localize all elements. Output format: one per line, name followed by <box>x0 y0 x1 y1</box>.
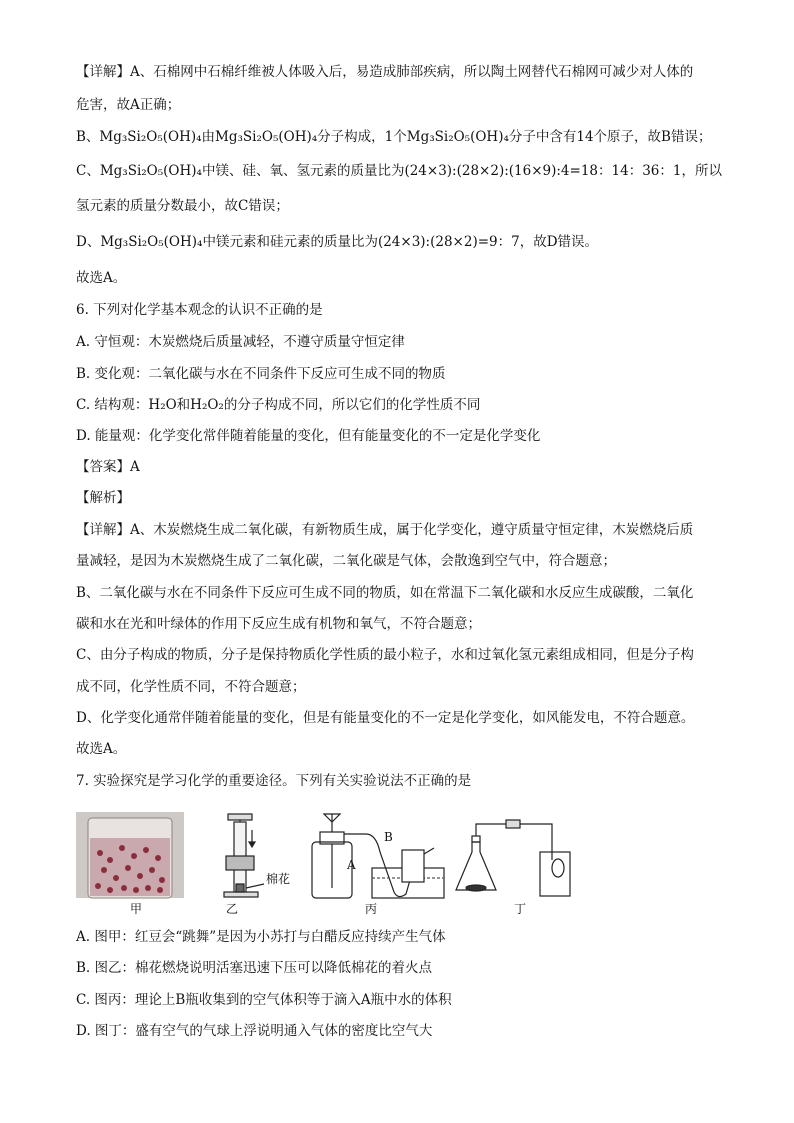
caption-ding: 丁 <box>514 902 527 916</box>
text-line: 【详解】A、木炭燃烧生成二氧化碳，有新物质生成，属于化学变化，遵守质量守恒定律，木炭燃烧后质 <box>76 522 694 538</box>
question-6-option-a: A. 守恒观：木炭燃烧后质量减轻，不遵守质量守恒定律 <box>76 334 405 350</box>
question-6-stem: 6. 下列对化学基本观念的认识不正确的是 <box>76 302 323 318</box>
question-6-option-c: C. 结构观：H₂O和H₂O₂的分子构成不同，所以它们的化学性质不同 <box>76 397 481 413</box>
text-line: 【详解】A、石棉网中石棉纤维被人体吸入后，易造成肺部疾病，所以陶土网替代石棉网可减少对人体的 <box>76 64 694 80</box>
figure-yi-cylinder <box>224 814 264 897</box>
text-line: D、Mg₃Si₂O₅(OH)₄中镁元素和硅元素的质量比为(24×3):(28×2)=9：7，故D错误。 <box>76 234 599 250</box>
question-7-stem: 7. 实验探究是学习化学的重要途径。下列有关实验说法不正确的是 <box>76 773 472 789</box>
label-a: A <box>347 858 356 872</box>
caption-bing: 丙 <box>365 902 378 916</box>
label-mianhua: 棉花 <box>266 872 291 886</box>
answer-label: 【答案】A <box>76 459 140 475</box>
label-b: B <box>384 830 393 844</box>
text-line: 成不同，化学性质不同，不符合题意； <box>76 679 306 695</box>
figure-bing-apparatus <box>312 814 444 898</box>
text-line: B、二氧化碳与水在不同条件下反应可生成不同的物质，如在常温下二氧化碳和水反应生成碳酸，二氧化 <box>76 585 694 601</box>
text-line: 故选A。 <box>76 270 127 286</box>
analysis-label: 【解析】 <box>76 490 130 506</box>
figure-jia-beaker-photo <box>76 812 184 898</box>
text-line: C、由分子构成的物质，分子是保持物质化学性质的最小粒子，水和过氧化氢元素组成相同，但是分子构 <box>76 647 694 663</box>
text-line: D、化学变化通常伴随着能量的变化，但是有能量变化的不一定是化学变化，如风能发电，不符合题意。 <box>76 710 695 726</box>
text-line: 危害，故A正确； <box>76 97 181 113</box>
question-7-option-a: A. 图甲：红豆会“跳舞”是因为小苏打与白醋反应持续产生气体 <box>76 929 446 945</box>
text-line: B、Mg₃Si₂O₅(OH)₄由Mg₃Si₂O₅(OH)₄分子构成，1个Mg₃Si₂O₅(OH)₄分子中含有14个原子，故B错误； <box>76 129 712 145</box>
text-line: 氢元素的质量分数最小，故C错误； <box>76 198 289 214</box>
question-7-option-c: C. 图丙：理论上B瓶收集到的空气体积等于滴入A瓶中水的体积 <box>76 992 452 1008</box>
figure-ding-apparatus <box>456 820 570 896</box>
text-line: 量减轻，是因为木炭燃烧生成了二氧化碳，二氧化碳是气体，会散逸到空气中，符合题意； <box>76 553 616 569</box>
text-line: C、Mg₃Si₂O₅(OH)₄中镁、硅、氧、氢元素的质量比为(24×3):(28×2):(16×9):4=18：14：36：1，所以 <box>76 163 722 179</box>
question-6-option-b: B. 变化观：二氧化碳与水在不同条件下反应可生成不同的物质 <box>76 366 446 382</box>
caption-yi: 乙 <box>226 902 239 916</box>
caption-jia: 甲 <box>130 902 143 916</box>
text-line: 碳和水在光和叶绿体的作用下反应生成有机物和氧气，不符合题意； <box>76 616 481 632</box>
question-7-option-b: B. 图乙：棉花燃烧说明活塞迅速下压可以降低棉花的着火点 <box>76 960 433 976</box>
question-6-option-d: D. 能量观：化学变化常伴随着能量的变化，但有能量变化的不一定是化学变化 <box>76 428 541 444</box>
question-7-option-d: D. 图丁：盛有空气的气球上浮说明通入气体的密度比空气大 <box>76 1023 433 1039</box>
text-line: 故选A。 <box>76 741 127 757</box>
